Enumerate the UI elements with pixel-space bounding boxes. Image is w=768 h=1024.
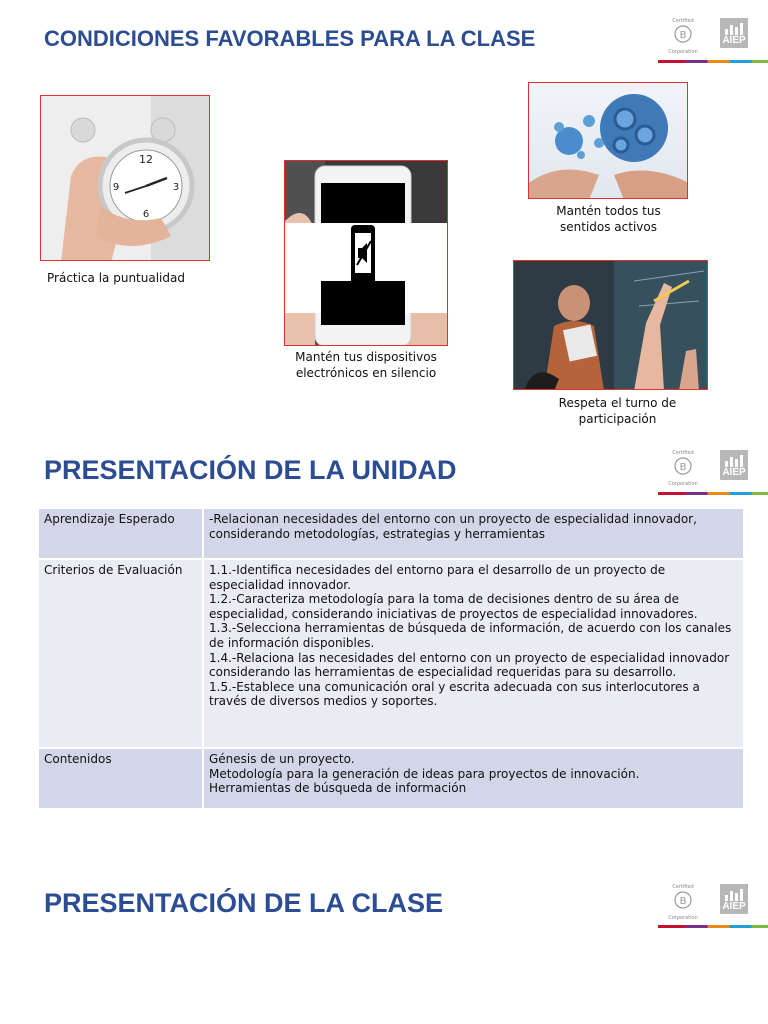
row-line: Metodología para la generación de ideas para proyectos de innovación. — [209, 766, 640, 781]
row-line: Génesis de un proyecto. — [209, 752, 355, 766]
row-line: -Relacionan necesidades del entorno con un proyecto de especialidad innovador, considerando metodologías, estrategias y herramientas — [209, 512, 697, 541]
slide3-title: PRESENTACIÓN DE LA CLASE — [44, 888, 444, 918]
row-content — [203, 748, 743, 808]
aiep-logo: AIEP — [720, 18, 748, 48]
row-content — [203, 509, 743, 559]
caption-dispositivos: Mantén tus dispositivos electrónicos en silencio — [295, 350, 437, 380]
slide1-title: CONDICIONES FAVORABLES PARA LA CLASE — [44, 26, 536, 51]
caption-turno: Respeta el turno de participación — [558, 396, 677, 426]
row-label: Aprendizaje Esperado — [39, 509, 203, 559]
brand-stripe — [658, 925, 768, 928]
svg-text:B: B — [679, 30, 687, 41]
brand-stripe — [658, 60, 768, 63]
row-line: 1.3.-Selecciona herramientas de búsqueda de información, de acuerdo con los canales de información disponibles. — [209, 621, 732, 650]
row-label: Criterios de Evaluación — [39, 559, 203, 748]
svg-text:B: B — [679, 896, 687, 907]
svg-text:6: 6 — [142, 209, 150, 220]
caption-puntualidad: Práctica la puntualidad — [47, 271, 185, 285]
row-line: 1.1.-Identifica necesidades del entorno para el desarrollo de un proyecto de especialidad innovador. — [209, 563, 666, 592]
bcorp-logo: Certified B Corporation — [668, 18, 698, 55]
logos-header-3 — [658, 880, 748, 930]
row-line: Herramientas de búsqueda de información — [209, 781, 467, 796]
row-line: 1.5.-Establece una comunicación oral y escrita adecuada con sus interlocutores a través de diversos medios y soportes. — [209, 679, 700, 709]
row-line: 1.2.-Caracteriza metodología para la toma de decisiones dentro de su área de especialidad, considerando iniciativas de proyectos de especialidad innovadores. — [209, 592, 698, 621]
gears-head-photo — [528, 82, 688, 199]
bcorp-logo: Certified B Corporation — [668, 884, 698, 921]
row-line: 1.4.-Relaciona las necesidades del entorno con un proyecto de especialidad innovador considerando las herramientas de especialidad requeridas para su desarrollo. — [209, 650, 730, 680]
table-row — [39, 748, 743, 808]
row-label: Contenidos — [39, 748, 203, 808]
svg-text:B: B — [679, 462, 687, 473]
svg-text:9: 9 — [112, 182, 120, 193]
aiep-logo: AIEP — [720, 450, 748, 480]
alarm-clock-photo — [40, 95, 210, 261]
slide2-title: PRESENTACIÓN DE LA UNIDAD — [44, 455, 457, 485]
aiep-logo: AIEP — [720, 884, 748, 914]
bcorp-logo: Certified B Corporation — [668, 450, 698, 487]
logos-header-2 — [658, 446, 748, 496]
muted-phone-photo — [284, 160, 448, 346]
svg-text:12: 12 — [139, 153, 153, 166]
unit-table — [39, 509, 743, 808]
table-row — [39, 509, 743, 559]
table-row — [39, 559, 743, 748]
row-content — [203, 559, 743, 748]
caption-sentidos: Mantén todos tus sentidos activos — [556, 204, 661, 234]
logos-header-1 — [658, 14, 748, 64]
brand-stripe — [658, 492, 768, 495]
svg-text:3: 3 — [172, 182, 180, 193]
raised-hand-photo — [513, 260, 708, 390]
